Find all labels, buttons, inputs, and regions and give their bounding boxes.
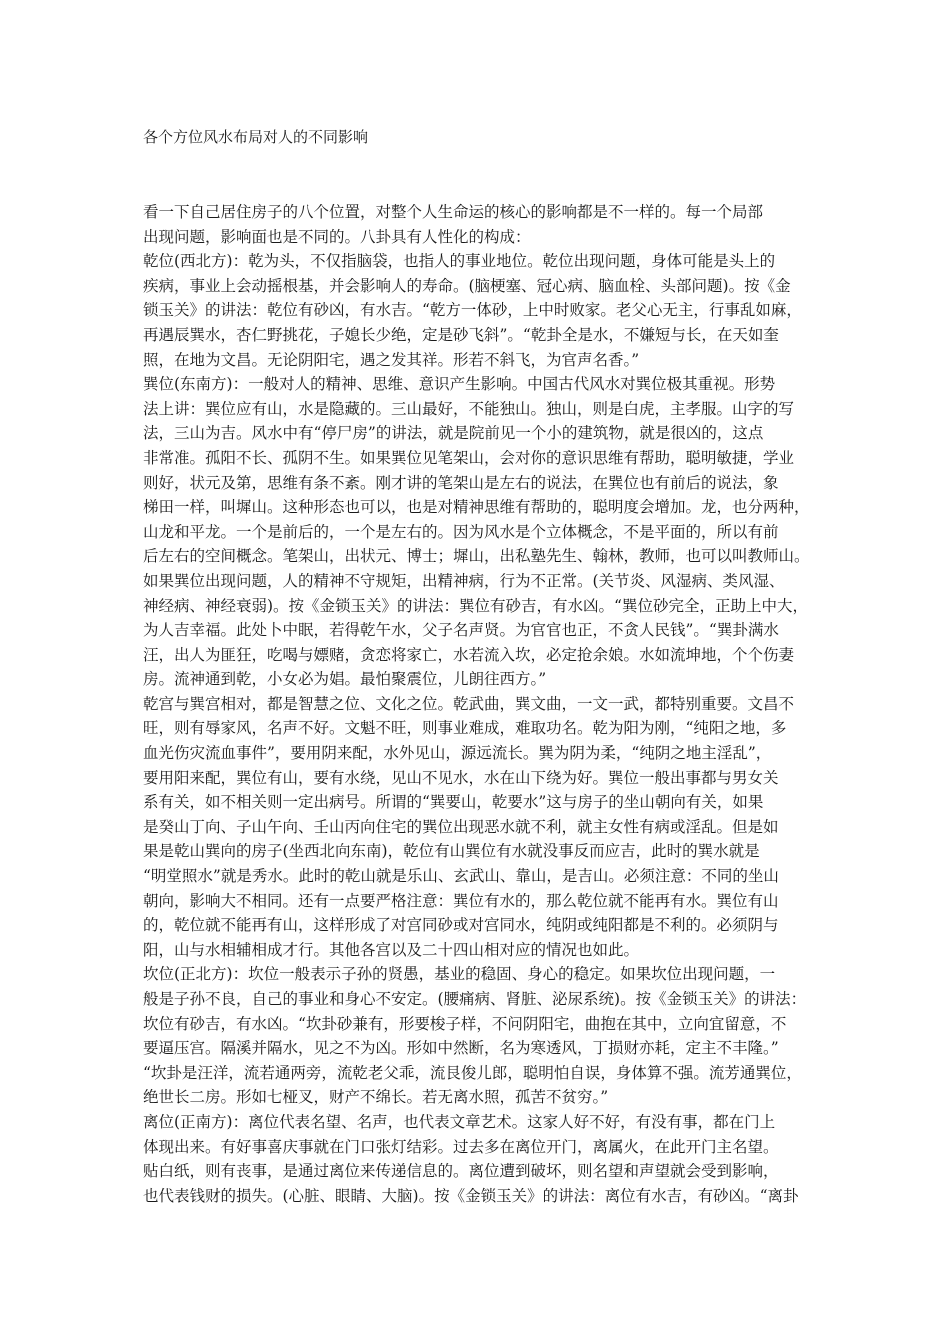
- text-line: 疾病，事业上会动摇根基，并会影响人的寿命。(脑梗塞、冠心病、脑血栓、头部问题)。按《金: [143, 276, 791, 295]
- text-line: “明堂照水”就是秀水。此时的乾山就是乐山、玄武山、靠山，是吉山。必须注意：不同的坐山: [143, 867, 779, 886]
- text-line: 是癸山丁向、子山午向、壬山丙向住宅的巽位出现恶水就不利，就主女性有病或淫乱。但是如: [143, 817, 779, 836]
- text-line: 的，乾位就不能再有山，这样形成了对宫同砂或对宫同水，纯阴或纯阳都是不利的。必须阴与: [143, 916, 779, 935]
- text-line: 锁玉关》的讲法：乾位有砂凶，有水吉。“乾方一体砂，上中时败家。老父心无主，行事乱如麻，: [143, 301, 802, 320]
- text-line: 乾宫与巽宫相对，都是智慧之位、文化之位。乾武曲，巽文曲，一文一武，都特别重要。文昌不: [143, 694, 795, 713]
- text-line: 汪，出人为匪狂，吃喝与嫖赌，贪恋将家亡，水若流入坎，必定抢余娘。水如流坤地，个个伤妻: [143, 645, 795, 664]
- text-line: 再遇辰巽水，杏仁野挑花，子媳长少绝，定是砂飞斜”。“乾卦全是水，不嫌短与长，在天如奎: [143, 325, 779, 344]
- text-line: 神经病、神经衰弱)。按《金锁玉关》的讲法：巽位有砂吉，有水凶。“巽位砂完全，正助上中大，: [143, 596, 808, 615]
- text-line: 为人吉幸福。此处卜中眠，若得乾午水，父子名声贤。为官官也正，不贪人民钱”。“巽卦满水: [143, 621, 779, 640]
- text-line: 坎位(正北方)：坎位一般表示子孙的贤愚，基业的稳固、身心的稳定。如果坎位出现问题，一: [143, 965, 776, 984]
- text-line: 非常准。孤阳不长、孤阴不生。如果巽位见笔架山，会对你的意识思维有帮助，聪明敏捷，学业: [143, 448, 795, 467]
- text-line: 阳，山与水相辅相成才行。其他各宫以及二十四山相对应的情况也如此。: [143, 940, 640, 959]
- text-line: 绝世长二房。形如七桠叉，财产不绵长。若无离水照，孤苦不贫穷。”: [143, 1088, 609, 1107]
- document-body: [143, 200, 818, 1208]
- text-line: 离位(正南方)：离位代表名望、名声，也代表文章艺术。这家人好不好，有没有事，都在门上: [143, 1112, 776, 1131]
- text-line: 贴白纸，则有丧事，是通过离位来传递信息的。离位遭到破坏，则名望和声望就会受到影响，: [143, 1162, 779, 1181]
- text-line: 如果巽位出现问题，人的精神不守规矩，出精神病，行为不正常。(关节炎、风湿病、类风湿、: [143, 571, 785, 590]
- text-line: 出现问题，影响面也是不同的。八卦具有人性化的构成：: [143, 227, 531, 246]
- text-line: 法，三山为吉。风水中有“停尸房”的讲法，就是院前见一个小的建筑物，就是很凶的，这点: [143, 424, 764, 443]
- text-line: 也代表钱财的损失。(心脏、眼睛、大脑)。按《金锁玉关》的讲法：离位有水吉，有砂凶。“离卦: [143, 1186, 799, 1205]
- text-line: 旺，则有辱家风，名声不好。文魁不旺，则事业难成，难取功名。乾为阳为刚，“纯阳之地，多: [143, 719, 787, 738]
- text-line: 要逼压宫。隔溪并隔水，见之不为凶。形如中然断，名为寒透风，丁损财亦耗，定主不丰隆。”: [143, 1039, 779, 1058]
- text-line: 梯田一样，叫墀山。这种形态也可以，也是对精神思维有帮助的，聪明度会增加。龙，也分两种，: [143, 498, 810, 517]
- text-line: “坎卦是汪洋，流若通两旁，流乾老父乖，流艮俊儿郎，聪明怕自误，身体算不强。流芳通巽位，: [143, 1063, 802, 1082]
- text-line: 照，在地为文昌。无论阴阳宅，遇之发其祥。形若不斜飞，为官声名香。”: [143, 350, 640, 369]
- text-line: 要用阳来配，巽位有山，要有水绕，见山不见水，水在山下绕为好。巽位一般出事都与男女关: [143, 768, 779, 787]
- text-line: 坎位有砂吉，有水凶。“坎卦砂兼有，形要梭子样，不问阴阳宅，曲抱在其中，立向宜留意，不: [143, 1014, 787, 1033]
- text-line: 法上讲：巽位应有山，水是隐藏的。三山最好，不能独山。独山，则是白虎，主孝服。山字的写: [143, 399, 795, 418]
- text-line: 朝向，影响大不相同。还有一点要严格注意：巽位有水的，那么乾位就不能再有水。巽位有山: [143, 891, 779, 910]
- text-line: 房。流神通到乾，小女必为娼。最怕聚震位，儿朗往西方。”: [143, 670, 547, 689]
- text-line: 山龙和平龙。一个是前后的，一个是左右的。因为风水是个立体概念，不是平面的，所以有前: [143, 522, 779, 541]
- text-line: 系有关，如不相关则一定出病号。所谓的“巽要山，乾要水”这与房子的坐山朝向有关，如果: [143, 793, 764, 812]
- text-line: 果是乾山巽向的房子(坐西北向东南)，乾位有山巽位有水就没事反而应吉，此时的巽水就是: [143, 842, 760, 861]
- text-line: 则好，状元及第，思维有条不紊。刚才讲的笔架山是左右的说法，在巽位也有前后的说法，象: [143, 473, 779, 492]
- text-line: 体现出来。有好事喜庆事就在门口张灯结彩。过去多在离位开门，离属火，在此开门主名望。: [143, 1137, 779, 1156]
- text-line: 乾位(西北方)：乾为头，不仅指脑袋，也指人的事业地位。乾位出现问题，身体可能是头上的: [143, 252, 776, 271]
- text-line: 巽位(东南方)：一般对人的精神、思维、意识产生影响。中国古代风水对巽位极其重视。形势: [143, 375, 776, 394]
- document-title: 各个方位风水布局对人的不同影响: [143, 128, 369, 146]
- text-line: 般是子孙不良，自己的事业和身心不安定。(腰痛病、肾脏、泌尿系统)。按《金锁玉关》的讲法：: [143, 990, 807, 1008]
- text-line: 后左右的空间概念。笔架山，出状元、博士；墀山，出私塾先生、翰林，教师，也可以叫教师山。: [143, 547, 810, 566]
- text-line: 看一下自己居住房子的八个位置，对整个人生命运的核心的影响都是不一样的。每一个局部: [143, 203, 764, 221]
- text-line: 血光伤灾流血事件”，要用阴来配，水外见山，源远流长。巽为阴为柔，“纯阴之地主淫乱”，: [143, 744, 772, 763]
